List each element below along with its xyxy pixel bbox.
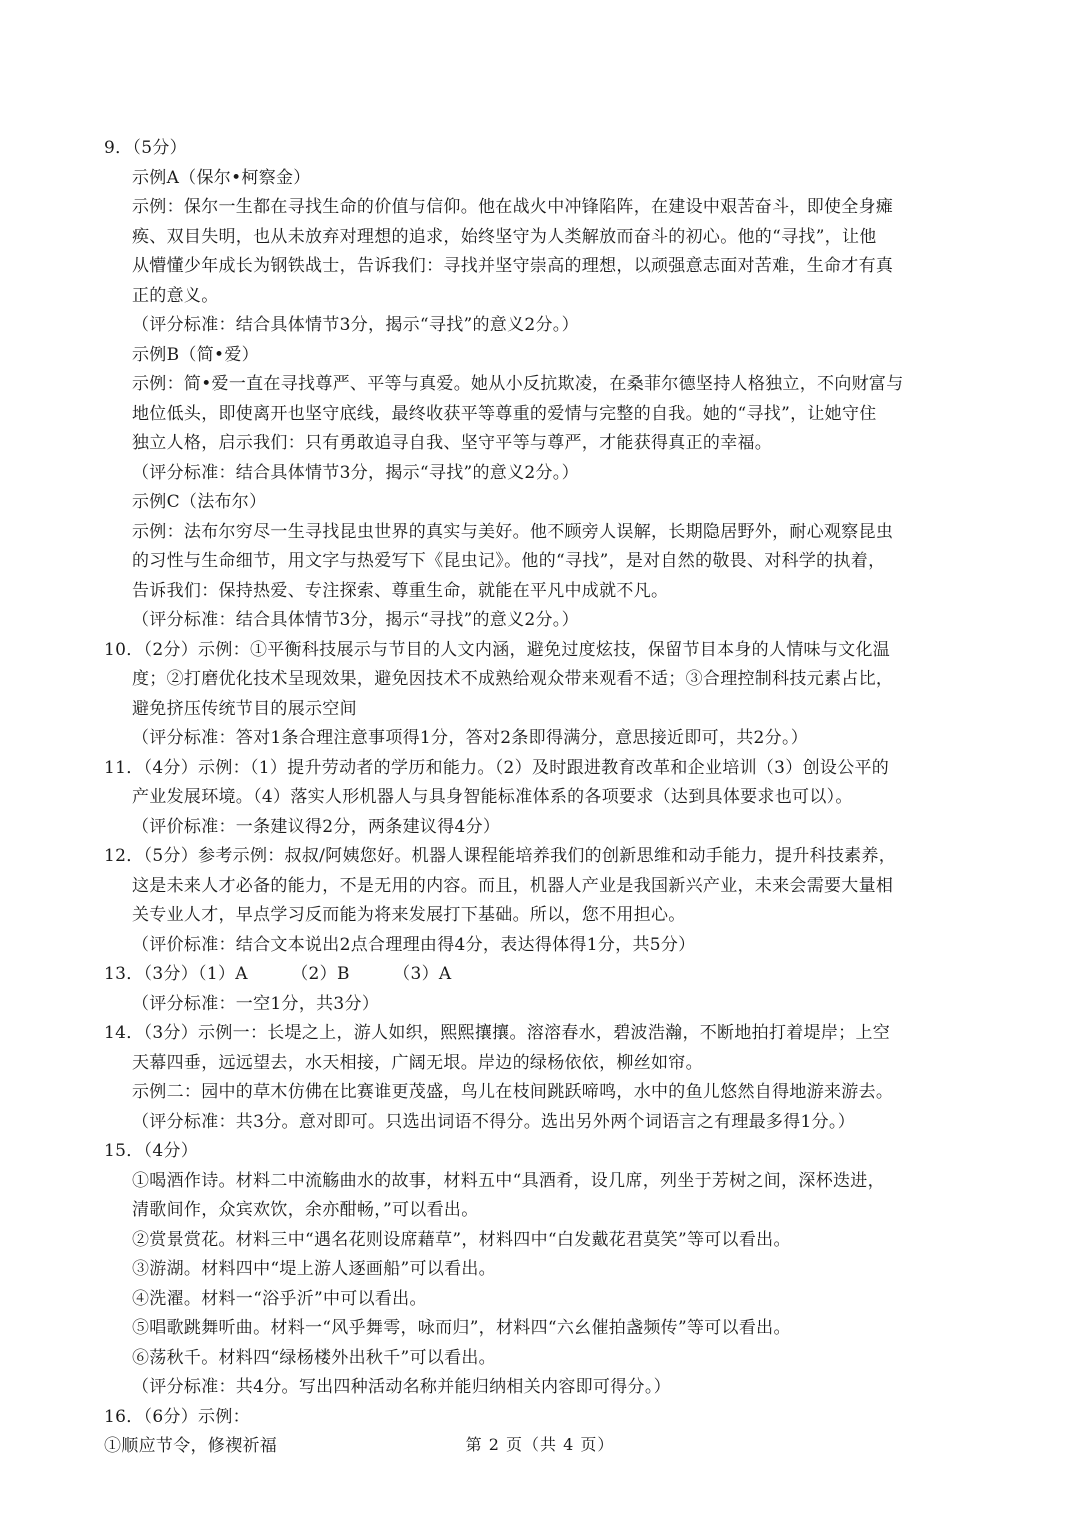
answer-line: 天幕四垂，远远望去，水天相接，广阔无垠。岸边的绿杨依依，柳丝如帘。 (132, 1052, 703, 1073)
question-line: 13．（3分）（1）A （2）B （3）A (104, 964, 452, 984)
answer-line: 这是未来人才必备的能力，不是无用的内容。而且，机器人产业是我国新兴产业，未来会需要大量相 (132, 875, 894, 896)
answer-line: 度；②打磨优化技术呈现效果，避免因技术不成熟给观众带来观看不适；③合理控制科技元素占比， (132, 669, 894, 689)
answer-line: 示例C（法布尔） (132, 492, 267, 512)
question-line: 14．（3分）示例一：长堤之上，游人如织，熙熙攘攘。溶溶春水，碧波浩瀚，不断地拍打着堤岸；上空 (104, 1023, 891, 1043)
answer-line: （评价标准：一条建议得2分，两条建议得4分） (132, 816, 501, 837)
answer-line: 示例二：园中的草木仿佛在比赛谁更茂盛，鸟儿在枝间跳跃啼鸣，水中的鱼儿悠然自得地游来游去。 (132, 1082, 894, 1102)
answer-line: 从懵懂少年成长为钢铁战士，告诉我们：寻找并坚守崇高的理想，以顽强意志面对苦难，生命才有真 (132, 256, 894, 276)
answer-line: 独立人格，启示我们：只有勇敢追寻自我、坚守平等与尊严，才能获得真正的幸福。 (132, 433, 773, 453)
answer-line: 示例B（简•爱） (132, 344, 259, 365)
question-line: 16．（6分）示例： (104, 1406, 250, 1427)
answer-line: （评分标准：结合具体情节3分，揭示“寻找”的意义2分。） (132, 610, 579, 630)
answer-line: 正的意义。 (132, 285, 219, 306)
answer-line: （评分标准：结合具体情节3分，揭示“寻找”的意义2分。） (132, 462, 579, 483)
answer-content (104, 134, 984, 1462)
question-line: 9．（5分） (104, 138, 187, 158)
answer-line: ④洗濯。材料一“浴乎沂”中可以看出。 (132, 1288, 427, 1309)
answer-line: 地位低头，即使离开也坚守底线，最终收获平等尊重的爱情与完整的自我。她的“寻找”，让她守住 (132, 403, 877, 424)
answer-line: 的习性与生命细节，用文字与热爱写下《昆虫记》。他的“寻找”，是对自然的敬畏、对科学的执着， (132, 551, 886, 571)
answer-line: 示例：法布尔穷尽一生寻找昆虫世界的真实与美好。他不顾旁人误解，长期隐居野外，耐心观察昆虫 (132, 521, 894, 542)
question-line: 10．（2分）示例：①平衡科技展示与节目的人文内涵，避免过度炫技，保留节目本身的人情味与文化温 (104, 639, 891, 660)
page-footer: 第 2 页（共 4 页） (465, 1435, 615, 1454)
answer-line: （评价标准：结合文本说出2点合理理由得4分，表达得体得1分，共5分） (132, 934, 696, 955)
answer-line: ⑥荡秋千。材料四“绿杨楼外出秋千”可以看出。 (132, 1347, 496, 1368)
answer-line: ①喝酒作诗。材料二中流觞曲水的故事，材料五中“具酒肴，设几席，列坐于芳树之间，深杯迭进， (132, 1170, 885, 1191)
answer-line: 示例：保尔一生都在寻找生命的价值与信仰。他在战火中冲锋陷阵，在建设中艰苦奋斗，即使全身瘫 (132, 197, 894, 217)
answer-line: 示例A（保尔•柯察金） (132, 167, 311, 188)
answer-line: （评分标准：共4分。写出四种活动名称并能归纳相关内容即可得分。） (132, 1377, 671, 1397)
answer-line: 关专业人才，早点学习反而能为将来发展打下基础。所以，您不用担心。 (132, 905, 686, 925)
question-line: 11．（4分）示例：（1）提升劳动者的学历和能力。（2）及时跟进教育改革和企业培训（3）创设公平的 (104, 757, 890, 778)
answer-line: ⑤唱歌跳舞听曲。材料一“风乎舞雩，咏而归”，材料四“六幺催拍盏频传”等可以看出。 (132, 1318, 791, 1338)
answer-line: 痪、双目失明，也从未放弃对理想的追求，始终坚守为人类解放而奋斗的初心。他的“寻找”，让他 (132, 226, 877, 247)
answer-line: ③游湖。材料四中“堤上游人逐画船”可以看出。 (132, 1259, 496, 1279)
question-line: 15．（4分） (104, 1141, 199, 1161)
answer-line: 产业发展环境。（4）落实人形机器人与具身智能标准体系的各项要求（达到具体要求也可以）。 (132, 787, 853, 807)
answer-line: 示例：简•爱一直在寻找尊严、平等与真爱。她从小反抗欺凌，在桑菲尔德坚持人格独立，不向财富与 (132, 374, 904, 394)
answer-line: （评分标准：共3分。意对即可。只选出词语不得分。选出另外两个词语言之有理最多得1分。） (132, 1111, 856, 1132)
question-line: 12．（5分）参考示例：叔叔/阿姨您好。机器人课程能培养我们的创新思维和动手能力，提升科技素养， (104, 846, 897, 866)
answer-line: （评分标准：一空1分，共3分） (132, 993, 380, 1014)
answer-line: 清歌间作，众宾欢饮，余亦酣畅，”可以看出。 (132, 1200, 479, 1220)
answer-line: 避免挤压传统节目的展示空间 (132, 698, 357, 719)
answer-line: 告诉我们：保持热爱、专注探索、尊重生命，就能在平凡中成就不凡。 (132, 580, 669, 601)
answer-line: （评分标准：结合具体情节3分，揭示“寻找”的意义2分。） (132, 315, 579, 335)
answer-line: （评分标准：答对1条合理注意事项得1分，答对2条即得满分，意思接近即可，共2分。） (132, 728, 809, 748)
answer-line: ②赏景赏花。材料三中“遇名花则设席藉草”，材料四中“白发戴花君莫笑”等可以看出。 (132, 1229, 791, 1250)
answer-line: ①顺应节令，修禊祈福 (104, 1436, 277, 1456)
